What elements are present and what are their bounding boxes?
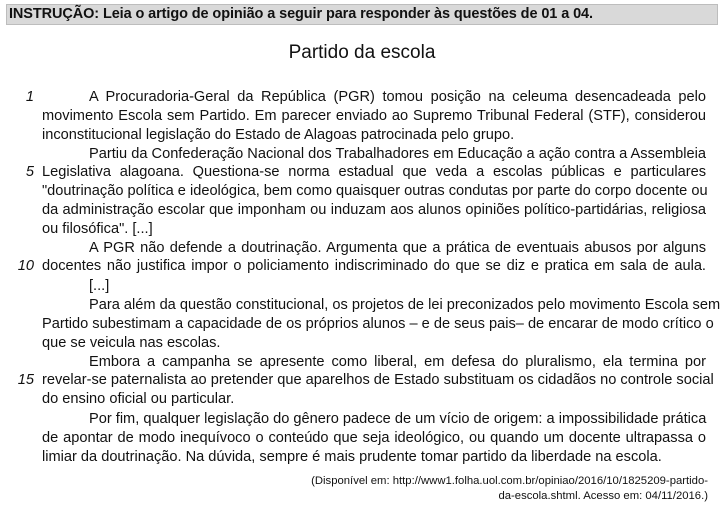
article-line: docentes não justifica impor o policiamento indiscriminado do que se diz e pratica em sala de aula. [42, 258, 706, 274]
article-line: Partiu da Confederação Nacional dos Trabalhadores em Educação a ação contra a Assembleia [89, 146, 706, 162]
source-citation: (Disponível em: http://www1.folha.uol.com.br/opiniao/2016/10/1825209-partido- [311, 475, 708, 487]
article-line: Embora a campanha se apresente como liberal, em defesa do pluralismo, ela termina por [89, 354, 706, 370]
line-number: 1 [25, 89, 34, 105]
article-line: do ensino oficial ou particular. [42, 391, 235, 407]
article-line: movimento Escola sem Partido. Em parecer enviado ao Supremo Tribunal Federal (STF), considerou [42, 108, 706, 124]
line-number: 15 [17, 372, 34, 388]
article-line: Para além da questão constitucional, os projetos de lei preconizados pelo movimento Escola sem [89, 297, 721, 313]
source-citation: da-escola.shtml. Acesso em: 04/11/2016.) [498, 490, 708, 502]
article-line: Por fim, qualquer legislação do gênero padece de um vício de origem: a impossibilidade prática [89, 411, 707, 427]
article-line: "doutrinação política e ideológica, bem como quaisquer outras condutas por parte do corpo docente ou [42, 183, 708, 199]
instruction-text: INSTRUÇÃO: Leia o artigo de opinião a seguir para responder às questões de 01 a 04. [9, 6, 593, 22]
article-line: limiar da doutrinação. Na dúvida, sempre é mais prudente tomar partido da liberdade na escola. [42, 449, 662, 465]
article-line: [...] [89, 278, 110, 294]
line-number: 10 [17, 258, 34, 274]
article-line: de apontar de modo inequívoco o conteúdo que seja ideológico, ou quando um docente ultrapassa o [42, 430, 706, 446]
line-number: 5 [25, 164, 34, 180]
article-title: Partido da escola [288, 42, 436, 63]
article-line: Partido subestimam a capacidade de os próprios alunos – e de seus pais– de encarar de modo crítico o [42, 316, 714, 332]
article-line: da administração escolar que imponham ou induzam aos alunos opiniões político-partidárias, religiosa [42, 202, 706, 218]
article-line: ou filosófica". [...] [42, 221, 153, 237]
article-line: inconstitucional legislação do Estado de Alagoas patrocinada pelo grupo. [42, 127, 515, 143]
article-line: revelar-se paternalista ao pretender que aparelhos de Estado substituam os cidadãos no controle social [42, 372, 714, 388]
article-line: que se veicula nas escolas. [42, 335, 221, 351]
article-line: Legislativa alagoana. Questiona-se norma estadual que veda a escolas públicas e particulares [42, 164, 706, 180]
article-line: A PGR não defende a doutrinação. Argumenta que a prática de eventuais abusos por alguns [89, 240, 706, 256]
article-line: A Procuradoria-Geral da República (PGR) tomou posição na celeuma desencadeada pelo [89, 89, 706, 105]
instruction-bar [6, 4, 718, 25]
